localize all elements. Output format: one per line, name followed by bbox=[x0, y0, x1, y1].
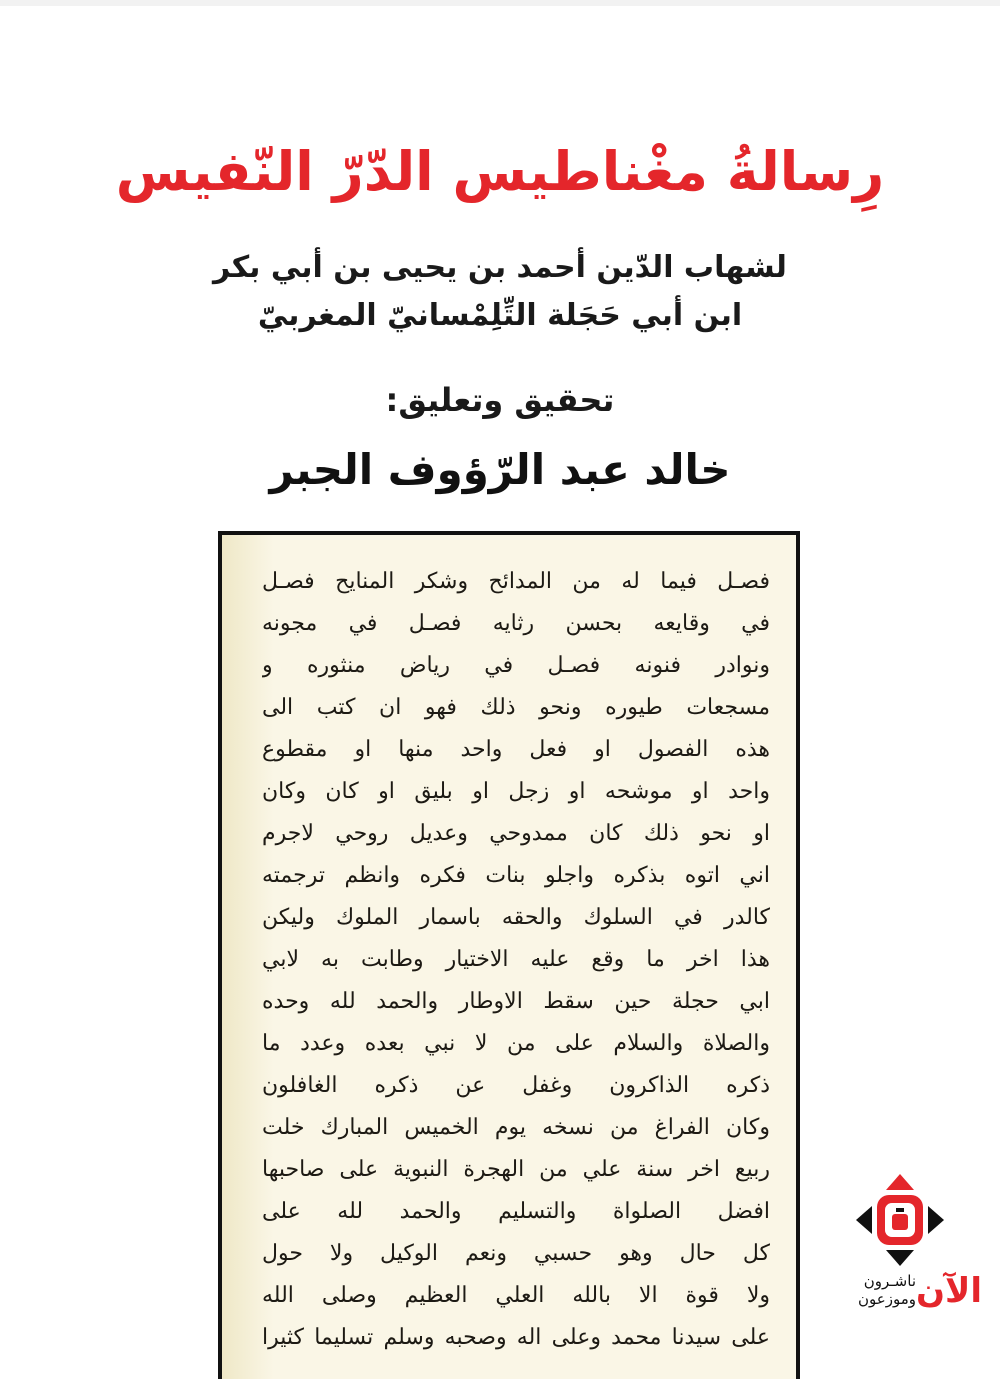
manuscript-line: ذكره الذاكرون وغفل عن ذكره الغافلون bbox=[262, 1073, 770, 1098]
manuscript-line: كالدر في السلوك والحقه باسمار الملوك وليكن bbox=[262, 905, 770, 930]
manuscript-line: كل حال وهو حسبي ونعم الوكيل ولا حول bbox=[262, 1241, 770, 1266]
book-title: رِسالةُ مغْناطيس الدّرّ النّفيس bbox=[115, 140, 885, 203]
publisher-name-main: الآن bbox=[916, 1271, 982, 1311]
publisher-emblem-icon bbox=[850, 1170, 950, 1270]
manuscript-line: ونوادر فنونه فصـل في رياض منثوره و bbox=[262, 653, 770, 678]
manuscript-line: ابي حجلة حين سقط الاوطار والحمد لله وحده bbox=[262, 989, 770, 1014]
author-line-1: لشهاب الدّين أحمد بن يحيى بن أبي بكر bbox=[213, 250, 787, 285]
manuscript-line: وكان الفراغ من نسخه يوم الخميس المبارك خلت bbox=[262, 1115, 770, 1140]
manuscript-line: او نحو ذلك كان ممدوحي وعديل روحي لاجرم bbox=[262, 821, 770, 846]
manuscript-line: على سيدنا محمد وعلى اله وصحبه وسلم تسليما كثيرا bbox=[262, 1325, 770, 1350]
editor-label: تحقيق وتعليق: bbox=[385, 381, 615, 419]
manuscript-line: هذه الفصول او فعل واحد منها او مقطوع bbox=[262, 737, 770, 762]
publisher-name bbox=[822, 1268, 982, 1316]
top-edge-line bbox=[0, 0, 1000, 6]
manuscript-line: ولا قوة الا بالله العلي العظيم وصلى الله bbox=[262, 1283, 770, 1308]
editor-name: خالد عبد الرّؤوف الجبر bbox=[269, 445, 731, 494]
manuscript-line: مسجعات طيوره ونحو ذلك فهو ان كتب الى bbox=[262, 695, 770, 720]
manuscript-image bbox=[218, 531, 800, 1379]
publisher-name-line-1: ناشـرون bbox=[863, 1272, 916, 1290]
author-line-2: ابن أبي حَجَلة التِّلِمْسانيّ المغربيّ bbox=[257, 298, 743, 333]
manuscript-line: ربيع اخر سنة علي من الهجرة النبوية على صاحبها bbox=[262, 1157, 770, 1182]
manuscript-line: افضل الصلواة والتسليم والحمد لله على bbox=[262, 1199, 770, 1224]
author-block bbox=[0, 244, 1000, 340]
manuscript-line: اني اتوه بذكره واجلو بنات فكره وانظم ترجمته bbox=[262, 863, 770, 888]
manuscript-line: والصلاة والسلام على من لا نبي بعده وعدد ما bbox=[262, 1031, 770, 1056]
manuscript-text bbox=[262, 561, 770, 1359]
manuscript-line: هذا اخر ما وقع عليه الاختيار وطابت به لابي bbox=[262, 947, 770, 972]
manuscript-line: واحد او موشحه او زجل او بليق او كان وكان bbox=[262, 779, 770, 804]
publisher-name-line-2: وموزعون bbox=[858, 1290, 916, 1308]
manuscript-line: في وقايعه بحسن رثايه فصـل في مجونه bbox=[262, 611, 770, 636]
manuscript-line: فصـل فيما له من المدائح وشكر المنايح فصـل bbox=[262, 569, 770, 594]
